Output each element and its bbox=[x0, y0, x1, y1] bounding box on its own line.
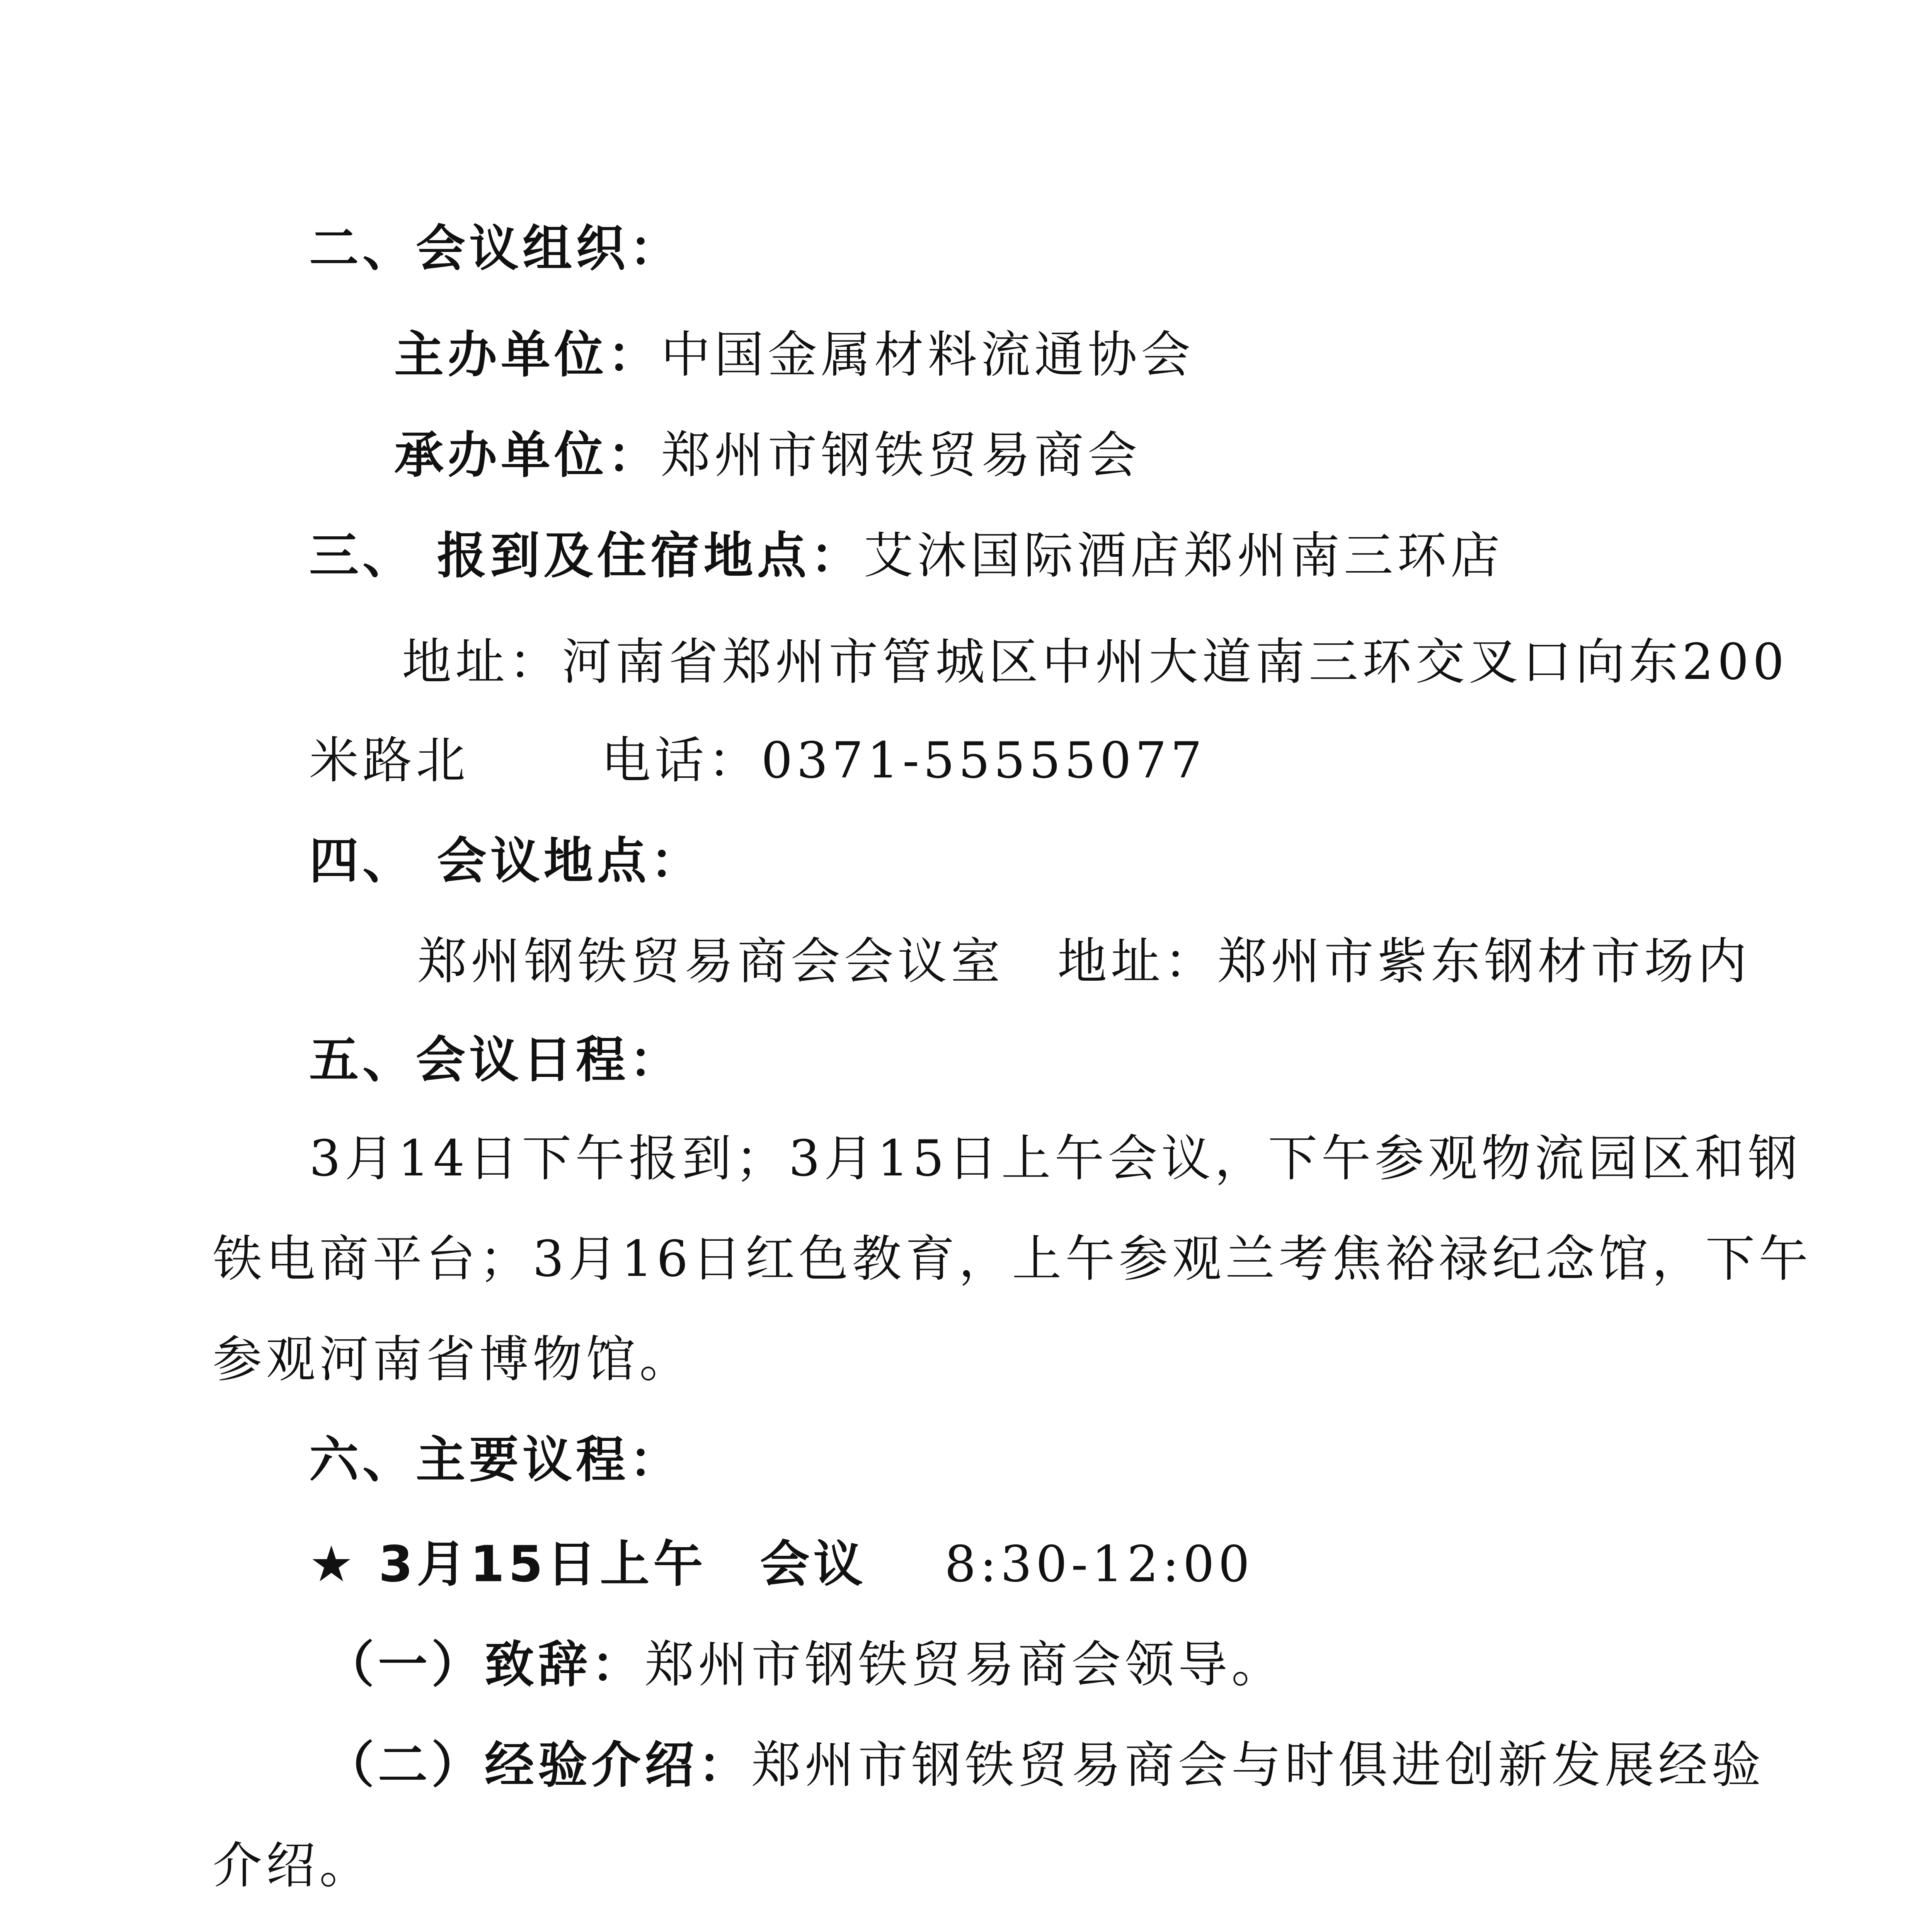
section-3-heading: 三、 报到及住宿地点： bbox=[309, 527, 864, 585]
section-2-heading: 二、会议组织： bbox=[309, 220, 683, 277]
agenda-header bbox=[309, 1536, 1254, 1593]
organizer-line bbox=[394, 326, 1195, 384]
co-organizer-line bbox=[394, 427, 1141, 484]
organizer-value: 中国金属材料流通协会 bbox=[661, 326, 1195, 384]
section-6-heading: 六、主要议程： bbox=[309, 1431, 683, 1489]
section-3-line bbox=[309, 527, 1504, 585]
co-organizer-value: 郑州市钢铁贸易商会 bbox=[661, 427, 1141, 484]
schedule-line-1: 3月14日下午报到；3月15日上午会议，下午参观物流园区和钢 bbox=[309, 1130, 1801, 1187]
agenda-item-2-value: 郑州市钢铁贸易商会与时俱进创新发展经验 bbox=[751, 1736, 1765, 1794]
hotel-address-cont: 米路北 bbox=[309, 732, 470, 789]
schedule-line-2: 铁电商平台；3月16日红色教育，上午参观兰考焦裕禄纪念馆，下午 bbox=[213, 1230, 1812, 1288]
section-5-heading: 五、会议日程： bbox=[309, 1031, 683, 1089]
agenda-item-2 bbox=[325, 1736, 1765, 1794]
agenda-item-2-cont: 介绍。 bbox=[213, 1837, 373, 1895]
section-4-heading: 四、 会议地点： bbox=[309, 832, 704, 890]
venue-line: 郑州钢铁贸易商会会议室 地址：郑州市紫东钢材市场内 bbox=[417, 933, 1751, 990]
agenda-item-1-value: 郑州市钢铁贸易商会领导。 bbox=[645, 1636, 1285, 1694]
schedule-line-3: 参观河南省博物馆。 bbox=[213, 1331, 693, 1388]
co-organizer-label: 承办单位： bbox=[394, 427, 661, 484]
agenda-date-label: ★ 3月15日上午 会议 bbox=[309, 1536, 867, 1593]
agenda-item-1 bbox=[325, 1636, 1285, 1694]
agenda-time: 8:30-12:00 bbox=[944, 1536, 1254, 1593]
agenda-item-2-label: （二）经验介绍： bbox=[325, 1736, 752, 1794]
hotel-name: 艾沐国际酒店郑州南三环店 bbox=[863, 527, 1504, 585]
hotel-phone: 电话：0371-55555077 bbox=[601, 732, 1206, 789]
organizer-label: 主办单位： bbox=[394, 326, 661, 384]
agenda-item-1-label: （一）致辞： bbox=[325, 1636, 645, 1694]
hotel-address-line-1: 地址：河南省郑州市管城区中州大道南三环交叉口向东200 bbox=[402, 633, 1788, 691]
hotel-address-line-2 bbox=[309, 732, 1206, 789]
